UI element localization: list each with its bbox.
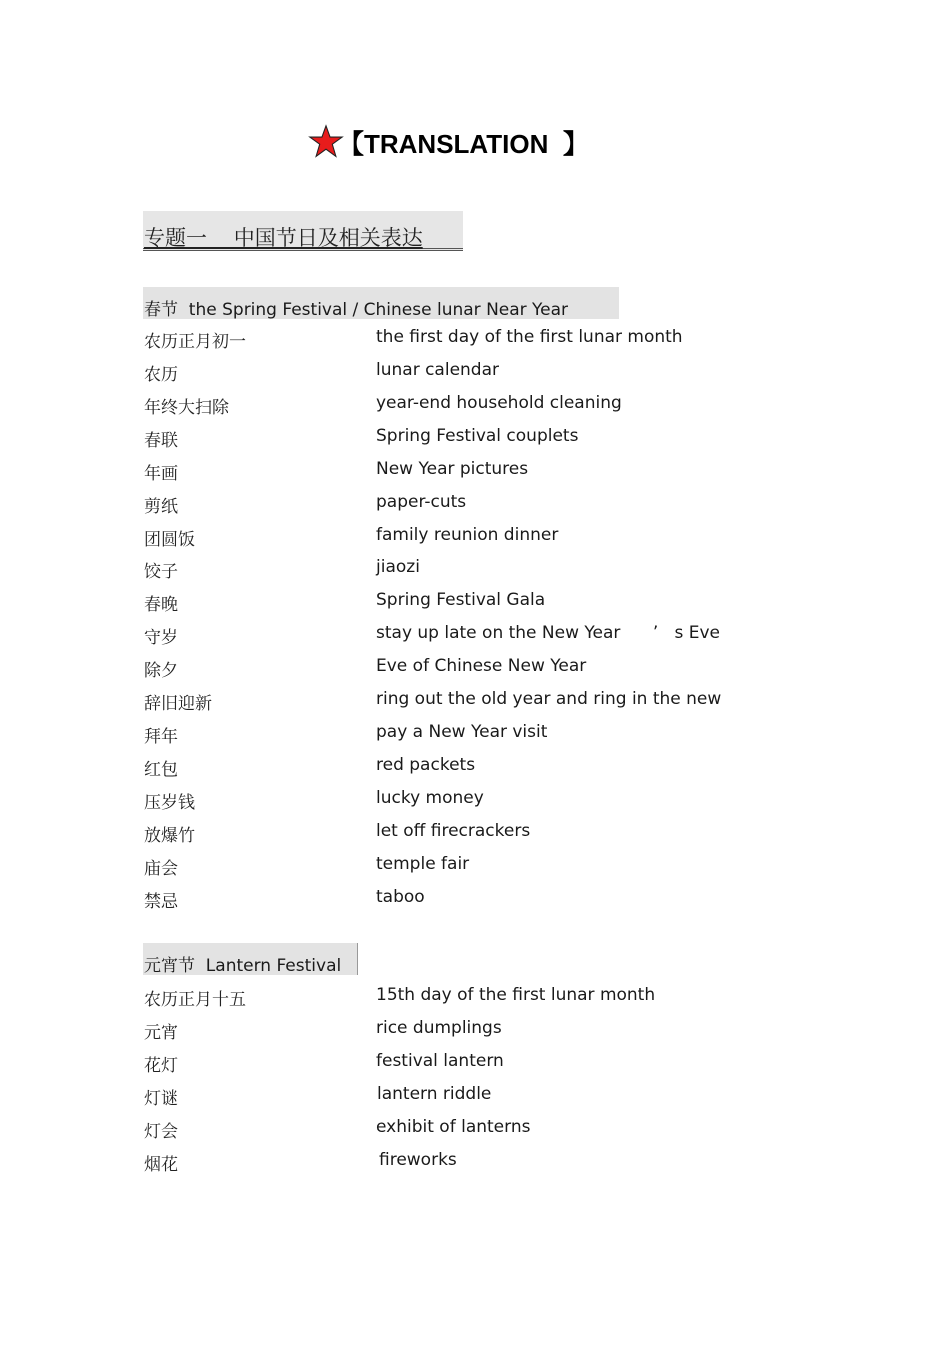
chinese-term: 守岁 [144,628,178,648]
list-item [143,557,843,583]
topic-heading-text: 专题一 中国节日及相关表达 [144,226,423,250]
english-term: lantern riddle [377,1084,492,1104]
chinese-term: 春联 [144,431,178,451]
chinese-term: 灯会 [144,1122,178,1142]
list-item [143,525,843,551]
english-term: pay a New Year visit [376,722,548,742]
chinese-term: 放爆竹 [144,826,195,846]
english-term: lucky money [376,788,484,808]
list-item [143,492,843,518]
english-term: red packets [376,755,476,775]
list-item [143,393,843,419]
english-term: year-end household cleaning [376,393,622,413]
english-term: 15th day of the first lunar month [376,985,656,1005]
english-term: temple fair [376,854,470,874]
list-item [143,623,843,649]
english-term: stay up late on the New Year ’ s Eve [376,623,720,643]
chinese-term: 花灯 [144,1056,178,1076]
list-item [143,1018,843,1044]
chinese-term: 农历正月初一 [144,332,246,352]
chinese-term: 禁忌 [144,892,178,912]
english-term: taboo [376,887,425,907]
chinese-term: 团圆饭 [144,530,195,550]
list-item [143,426,843,452]
chinese-term: 农历正月十五 [144,990,246,1010]
chinese-term: 年画 [144,464,178,484]
section-heading-spring-festival: 春节 the Spring Festival / Chinese lunar Near Year [143,287,619,319]
english-term: Spring Festival Gala [376,590,546,610]
chinese-term: 饺子 [144,562,178,582]
english-term: lunar calendar [376,360,500,380]
section-heading-lantern-festival: 元宵节 Lantern Festival [143,943,358,975]
page-title [308,122,589,162]
list-item [143,854,843,880]
english-term: ring out the old year and ring in the new [376,689,722,709]
title-text: 【TRANSLATION 】 [338,128,589,159]
english-term: festival lantern [376,1051,504,1071]
english-term: New Year pictures [376,459,529,479]
list-item [143,459,843,485]
english-term: exhibit of lanterns [376,1117,531,1137]
list-item [143,327,843,353]
chinese-term: 灯谜 [144,1089,178,1109]
list-item [143,821,843,847]
chinese-term: 拜年 [144,727,178,747]
list-item [143,590,843,616]
topic-heading [143,211,463,251]
chinese-term: 春晚 [144,595,178,615]
list-item [143,1051,843,1077]
english-term: paper-cuts [376,492,467,512]
chinese-term: 剪纸 [144,497,178,517]
english-term: Spring Festival couplets [376,426,579,446]
chinese-term: 红包 [144,760,178,780]
chinese-term: 农历 [144,365,178,385]
list-item [143,887,843,913]
chinese-term: 烟花 [144,1155,178,1175]
list-item [143,689,843,715]
list-item [143,755,843,781]
list-item [143,985,843,1011]
english-term: rice dumplings [376,1018,502,1038]
chinese-term: 除夕 [144,661,178,681]
chinese-term: 压岁钱 [144,793,195,813]
chinese-term: 辞旧迎新 [144,694,212,714]
list-item [143,1150,843,1176]
english-term: let off firecrackers [376,821,531,841]
list-item [143,788,843,814]
english-term: family reunion dinner [376,525,559,545]
list-item [143,1117,843,1143]
chinese-term: 庙会 [144,859,178,879]
list-item [143,722,843,748]
english-term: the first day of the first lunar month [376,327,683,347]
list-item [143,1084,843,1110]
chinese-term: 元宵 [144,1023,178,1043]
list-item [143,656,843,682]
english-term: Eve of Chinese New Year [376,656,587,676]
list-item [143,360,843,386]
english-term: fireworks [379,1150,457,1170]
chinese-term: 年终大扫除 [144,398,229,418]
english-term: jiaozi [376,557,420,577]
